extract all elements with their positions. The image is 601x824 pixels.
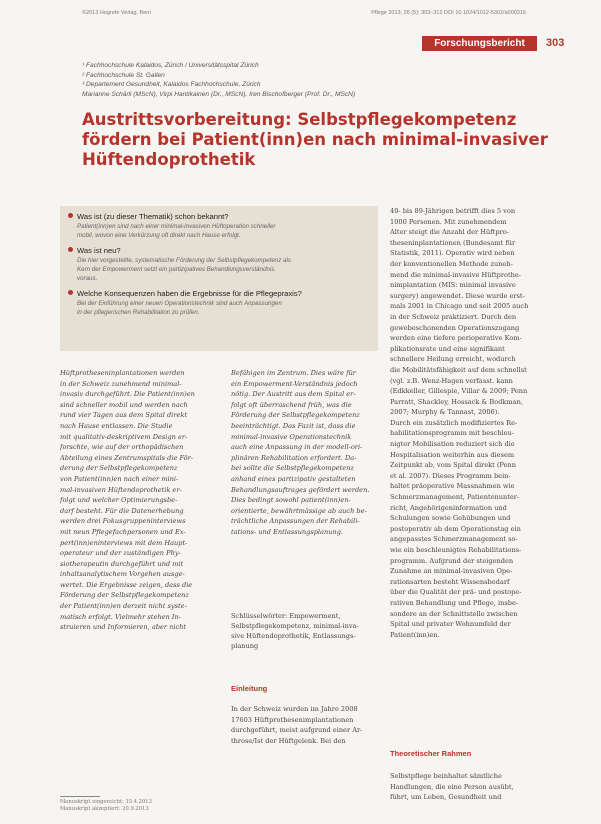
abstract-column-1 <box>60 368 206 633</box>
text-line: planung <box>231 642 259 650</box>
answer-line: Patient(inn)en sind nach einer minimal-invasiven Hüftoperation schneller <box>77 223 276 230</box>
text-line: schnellere Heilung erreicht, wodurch <box>390 355 516 364</box>
question-item <box>68 246 378 283</box>
section-tag: Forschungsbericht <box>422 36 537 51</box>
text-line: mit qualitativ-deskriptivem Design er- <box>60 432 188 441</box>
affiliation-line: ² Fachhochschule St. Gallen <box>82 71 165 79</box>
text-line: durchgeführt, meist aufgrund einer Ar- <box>231 726 363 735</box>
text-line: werden eine tiefere perioperative Kom- <box>390 334 522 343</box>
text-line: über die Qualität der prä- und postope- <box>390 588 522 597</box>
text-line: folgt und welcher Optimierungsbe- <box>60 496 178 505</box>
text-line: auch eine Anpassung in der modell-ori- <box>231 443 363 452</box>
answer-line: Kern der Empowerment setzt ein partizipatives Behandlungsverständnis <box>77 266 275 273</box>
text-line: inhaltsanalytischem Vorgehen ausge- <box>60 570 185 579</box>
key-questions-box <box>60 206 378 351</box>
question-heading: Was ist (zu dieser Thematik) schon bekannt? <box>77 212 229 221</box>
text-line: Parratt, Shackley, Hossack & Bodkman, <box>390 397 523 406</box>
text-line: führt, um Leben, Gesundheit und <box>390 793 502 802</box>
text-line: Hüftprotheseninplantationen werden <box>60 369 185 377</box>
text-line: tations- und Entlassungsplanung. <box>231 527 344 536</box>
text-line: throse/Ist der Hüftgelenk. Bei den <box>231 736 346 745</box>
text-line: Zunahme an minimal-invasiven Ope- <box>390 567 513 576</box>
affiliation-line: ³ Departement Gesundheit, Kalaidos Fachhochschule, Zürich <box>82 81 261 89</box>
text-line: wie ein beschleunigtes Rehabilitations- <box>390 546 522 554</box>
header-right: Pflege 2013; 26 (5): 303–312 DOI 10.1024/1012-5302/a000316 <box>371 10 526 16</box>
question-heading: Was ist neu? <box>77 246 121 255</box>
text-line: sondere an der Schnittstelle zwischen <box>390 609 518 618</box>
answer-line: Bei der Einführung einer neuen Operationstechnik sind auch Anpassungen <box>77 300 282 307</box>
answer-line: voraus. <box>77 275 98 282</box>
text-line: rationsarten besteht Wissensbedarf <box>390 577 510 586</box>
section-heading-theorie: Theoretischer Rahmen <box>390 749 472 758</box>
text-line: 40- bis 89-Jährigen betrifft dies 5 von <box>390 207 516 215</box>
text-line: orientierte, bewährtmässige ab auch be- <box>231 506 367 515</box>
text-line: programm. Aufgrund der steigenden <box>390 556 514 565</box>
text-line: Hospitalisation weiterhin aus diesem <box>390 450 515 459</box>
body-column-3 <box>390 206 548 640</box>
text-line: plikationsrate und eine signifikant <box>390 344 505 353</box>
question-answer <box>77 299 378 317</box>
text-line: Alter steigt die Anzahl der Hüftpro- <box>390 228 509 237</box>
text-line: postoperativ ab dem Operationstag ein <box>390 524 521 533</box>
text-line: gewebeschonenden Operationszugang <box>390 323 520 332</box>
text-line: Selbstpflege beinhaltet sämtliche <box>390 772 502 780</box>
text-line: Schlüsselwörter: Empowerment, <box>231 612 341 620</box>
text-line: operateur und der zuständigen Phy- <box>60 549 181 558</box>
text-line: et al. 2007). Dieses Programm bein- <box>390 471 511 480</box>
text-line: mend die minimal-invasive Hüftprothe- <box>390 270 521 279</box>
text-line: in der Schweiz zunehmend minimal- <box>60 379 182 388</box>
question-heading: Welche Konsequenzen haben die Ergebnisse für die Pflegepraxis? <box>77 289 302 298</box>
text-line: beeinträchtigt. Das Fazit ist, dass die <box>231 421 356 430</box>
text-line: (Edkkeller, Gillespie, Villar & 2009; Penn <box>390 387 528 396</box>
text-line: mal-invasiven Hüftendoprothetik er- <box>60 485 182 494</box>
text-line: sive Hüftendoprothetik, Entlassungs- <box>231 632 356 640</box>
abstract-column-2 <box>231 368 374 538</box>
text-line: Schmerzmanagement, Patientenunter- <box>390 493 520 502</box>
text-line: nimplantation (MIS: minimal invasive <box>390 281 516 290</box>
text-line: anhand eines partizipativ gestalteten <box>231 474 356 483</box>
text-line: nigter Mobilisation reduziert sich die <box>390 440 515 449</box>
text-line: Statistik, 2011). Operativ wird neben <box>390 249 515 258</box>
text-line: Behandlungsauftrages gefördert werden. <box>231 485 370 494</box>
author-line: Marianne Schärli (MScN), Virpi Hantikainen (Dr., MScN), Iren Bischofberger (Prof. Dr., MScN) <box>82 90 356 98</box>
text-line: mals 2001 in Chicago und seit 2005 auch <box>390 302 529 311</box>
text-line: theseninplantationen (Bundesamt für <box>390 238 516 247</box>
text-line: darf besteht. Für die Datenerhebung <box>60 506 184 515</box>
text-line: der Patient(inn)en derzeit nicht syste- <box>60 602 187 611</box>
text-line: ein Empowerment-Verständnis jedoch <box>231 379 358 388</box>
text-line: Befähigen im Zentrum. Dies wäre für <box>231 369 356 377</box>
text-line: trächtliche Anpassungen der Rehabili- <box>231 517 360 526</box>
answer-line: mobil, wovon eine Verkürzung oft direkt nach Hause erfolgt. <box>77 232 241 239</box>
text-line: die Mobilitätsfähigkeit auf dem schnellst <box>390 365 527 374</box>
text-line: habilitationsprogramm mit beschleu- <box>390 429 514 438</box>
text-line: bei sollte die Selbstpflegekompetenz <box>231 464 354 473</box>
text-line: wertet. Die Ergebnisse zeigen, dass die <box>60 580 193 589</box>
text-line: angepasstes Schmerzmanagement so- <box>390 535 518 544</box>
text-line: Selbstpflegekompetenz, minimal-inva- <box>231 622 359 630</box>
page-number: 303 <box>546 37 565 49</box>
question-answer <box>77 256 378 283</box>
keywords <box>231 611 374 651</box>
text-line: nötig. Der Austritt aus dem Spital er- <box>231 390 356 399</box>
article-title <box>82 110 552 170</box>
text-line: derung der Selbstpflegekompetenz <box>60 464 178 473</box>
text-line: Zeitpunkt ab, vom Spital direkt (Penn <box>390 461 516 470</box>
bullet-icon <box>68 213 73 218</box>
text-line: richt, Angehörigeninformation und <box>390 503 507 512</box>
text-line: folgt oft überraschend früh, was die <box>231 400 352 409</box>
text-line: minimal-invasive Operationstechnik <box>231 432 352 441</box>
text-line: invasiv durchgeführt. Die Patient(inn)en <box>60 390 195 399</box>
bullet-icon <box>68 290 73 295</box>
text-line: sind schneller mobil und werden nach <box>60 400 188 409</box>
text-line: siotherapeutin durchgeführt und mit <box>60 559 184 568</box>
text-line: 2007; Murphy & Tannast, 2006). <box>390 408 500 417</box>
text-line: surgery) angewendet. Diese wurde erst- <box>390 291 525 300</box>
text-line: rund vier Tagen aus dem Spital direkt <box>60 411 188 420</box>
question-item <box>68 289 378 317</box>
text-line: pert(inn)eninterviews mit dem Haupt- <box>60 538 188 547</box>
footnote-line: Manuskript eingereicht: 15.4.2013 <box>60 799 152 805</box>
text-line: (vgl. z.B. Wenz-Hagen verfasst. kann <box>390 376 513 385</box>
text-line: forschte, wie auf der orthopädischen <box>60 443 184 452</box>
text-line: Abteilung eines Zentrumspitals die För- <box>60 453 194 462</box>
section-heading-einleitung: Einleitung <box>231 684 268 693</box>
title-line: fördern bei Patient(inn)en nach minimal-invasiver <box>82 130 548 149</box>
text-line: plinären Rehabilitation erfordert. Da- <box>231 453 357 462</box>
text-line: Förderung der Selbstpflegekompetenz <box>231 411 360 420</box>
running-header <box>82 10 526 16</box>
bullet-icon <box>68 247 73 252</box>
text-line: nach Hause entlassen. Die Studie <box>60 421 173 430</box>
text-line: Dies bedingt sowohl patient(inn)en- <box>231 496 351 505</box>
answer-line: Die hier vorgestellte, systematische Förderung der Selbstpflegekompetenz als <box>77 257 291 264</box>
einleitung-text <box>231 704 374 746</box>
text-line: Durch ein zusätzlich modifiziertes Re- <box>390 418 518 427</box>
text-line: Patient(inn)en. <box>390 630 440 639</box>
footnote-line: Manuskript akzeptiert: 20.9.2013 <box>60 806 149 812</box>
footnotes <box>60 799 152 813</box>
question-answer <box>77 222 378 240</box>
text-line: rativen Behandlung und Pflege, insbe- <box>390 598 519 607</box>
text-line: struieren und Informieren, aber nicht <box>60 623 187 632</box>
theorie-text <box>390 771 548 803</box>
text-line: 17603 Hüftprothesenimplantationen <box>231 715 354 724</box>
text-line: haltet präoperative Massnahmen wie <box>390 482 515 491</box>
text-line: Förderung der Selbstpflegekompetenz <box>60 591 189 600</box>
text-line: Handlungen, die eine Person ausübt, <box>390 782 514 791</box>
title-line: Austrittsvorbereitung: Selbstpflegekompetenz <box>82 110 517 129</box>
question-item <box>68 212 378 240</box>
header-left: ©2013 Hogrefe Verlag, Bern <box>82 10 152 16</box>
affiliations <box>82 61 512 99</box>
text-line: 1000 Personen. Mit zunehmendem <box>390 217 507 226</box>
text-line: von Patient(inn)en nach einer mini- <box>60 474 179 483</box>
text-line: der konventionellen Methode zuneh- <box>390 259 513 268</box>
text-line: mit neun Pflegefachpersonen und Ex- <box>60 527 186 536</box>
affiliation-line: ¹ Fachhochschule Kalaidos, Zürich / Universitätsspital Zürich <box>82 62 259 69</box>
text-line: Schulungen sowie Gehübungen und <box>390 514 511 523</box>
footnote-rule <box>60 796 100 797</box>
text-line: in der Schweiz praktiziert. Durch den <box>390 312 517 321</box>
text-line: werden drei Fokusgruppeninterviews <box>60 517 186 526</box>
answer-line: in der pflegerischen Rehabilitation zu prüfen. <box>77 309 200 316</box>
text-line: matisch erfolgt. Vielmehr stehen In- <box>60 612 181 621</box>
text-line: Spital und privater Wohnumfeld der <box>390 620 511 629</box>
title-line: Hüftendoprothetik <box>82 150 256 169</box>
text-line: In der Schweiz wurden im Jahre 2008 <box>231 705 358 713</box>
